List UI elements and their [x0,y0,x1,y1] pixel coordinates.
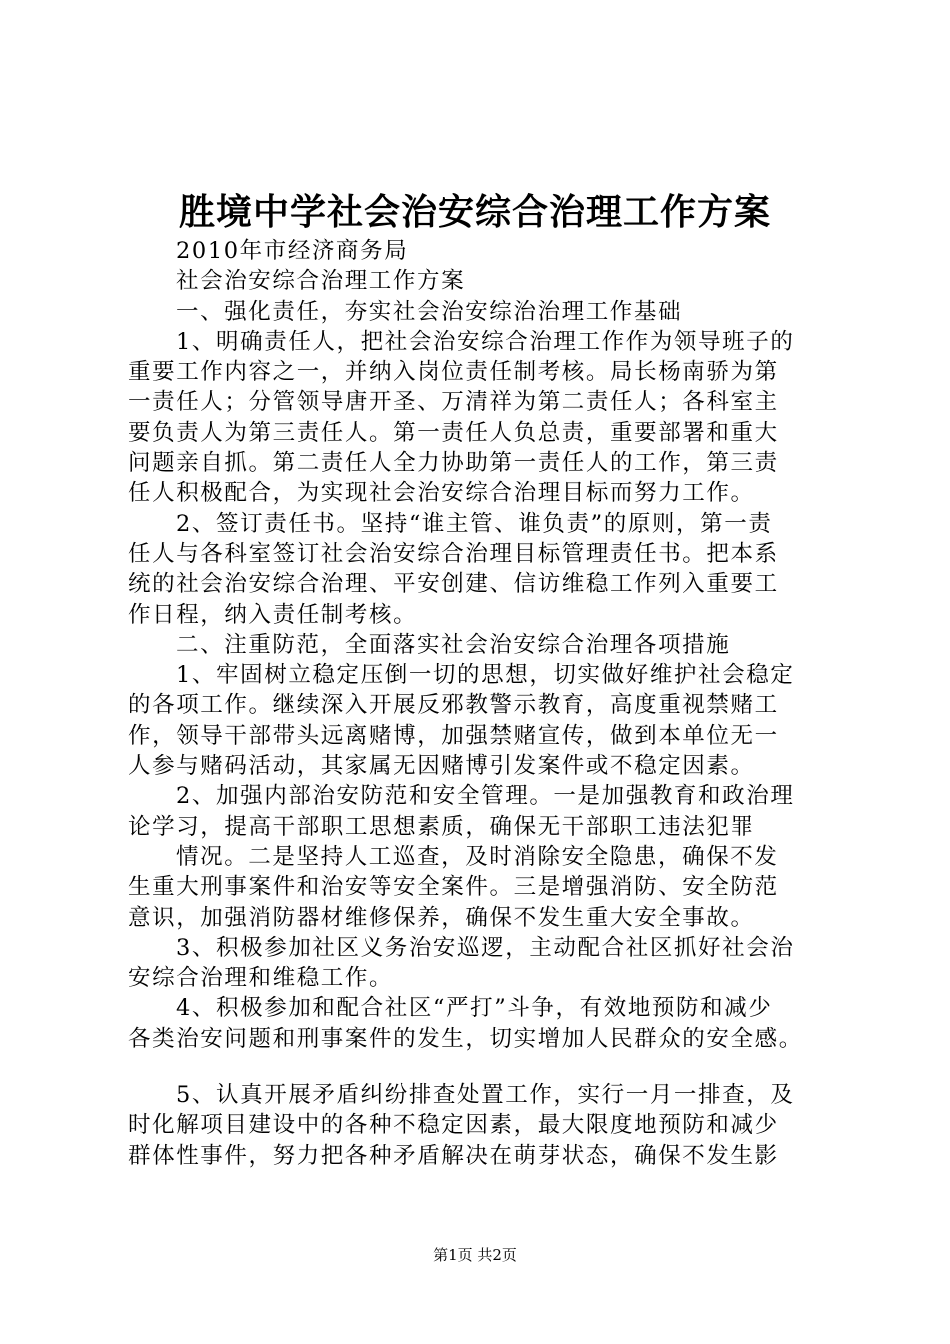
text-line: 4、积极参加和配合社区“严打”斗争，有效地预防和减少 [176,995,773,1022]
text-line: 的各项工作。继续深入开展反邪教警示教育，高度重视禁赌工 [128,692,779,719]
text-line: 1、明确责任人，把社会治安综合治理工作作为领导班子的 [176,328,795,355]
text-line: 时化解项目建设中的各种不稳定因素，最大限度地预防和减少 [128,1112,779,1139]
page-number: 第1页 共2页 [433,1246,517,1264]
document-body [128,236,848,1171]
text-line: 统的社会治安综合治理、平安创建、信访维稳工作列入重要工 [128,571,779,598]
text-line: 作，领导干部带头远离赌博，加强禁赌宣传，做到本单位无一 [128,722,779,749]
text-line: 任人积极配合，为实现社会治安综合治理目标而努力工作。 [128,480,755,507]
text-line: 5、认真开展矛盾纠纷排查处置工作，实行一月一排查，及 [176,1082,795,1109]
text-line: 情况。二是坚持人工巡查，及时消除安全隐患，确保不发 [176,843,779,870]
text-line: 安综合治理和维稳工作。 [128,965,394,992]
text-line: 人参与赌码活动，其家属无因赌博引发案件或不稳定因素。 [128,753,755,780]
text-line: 1、牢固树立稳定压倒一切的思想，切实做好维护社会稳定 [176,662,795,689]
text-line: 问题亲自抓。第二责任人全力协助第一责任人的工作，第三责 [128,450,779,477]
text-line: 作日程，纳入责任制考核。 [128,601,418,628]
text-line: 任人与各科室签订社会治安综合治理目标管理责任书。把本系 [128,540,779,567]
text-line: 一责任人；分管领导唐开圣、万清祥为第二责任人；各科室主 [128,389,779,416]
text-line: 论学习，提高干部职工思想素质，确保无干部职工违法犯罪 [128,813,755,840]
text-line: 重要工作内容之一，并纳入岗位责任制考核。局长杨南骄为第 [128,359,779,386]
text-line: 2、加强内部治安防范和安全管理。一是加强教育和政治理 [176,783,795,810]
text-line: 意识，加强消防器材维修保养，确保不发生重大安全事故。 [128,904,755,931]
text-line: 2、签订责任书。坚持“谁主管、谁负责”的原则，第一责 [176,510,773,537]
document-title: 胜境中学社会治安综合治理工作方案 [178,191,771,233]
text-line: 2010年市经济商务局 [176,238,409,264]
text-line: 群体性事件，努力把各种矛盾解决在萌芽状态，确保不发生影 [128,1142,779,1169]
section-heading: 二、注重防范，全面落实社会治安综合治理各项措施 [176,631,731,658]
text-line: 要负责人为第三责任人。第一责任人负总责，重要部署和重大 [128,419,779,446]
text-line: 3、积极参加社区义务治安巡逻，主动配合社区抓好社会治 [176,934,795,961]
section-heading: 一、强化责任，夯实社会治安综治治理工作基础 [176,298,683,325]
text-line: 社会治安综合治理工作方案 [176,268,466,295]
text-line: 各类治安问题和刑事案件的发生，切实增加人民群众的安全感。 [128,1025,803,1052]
text-line: 生重大刑事案件和治安等安全案件。三是增强消防、安全防范 [128,874,779,901]
